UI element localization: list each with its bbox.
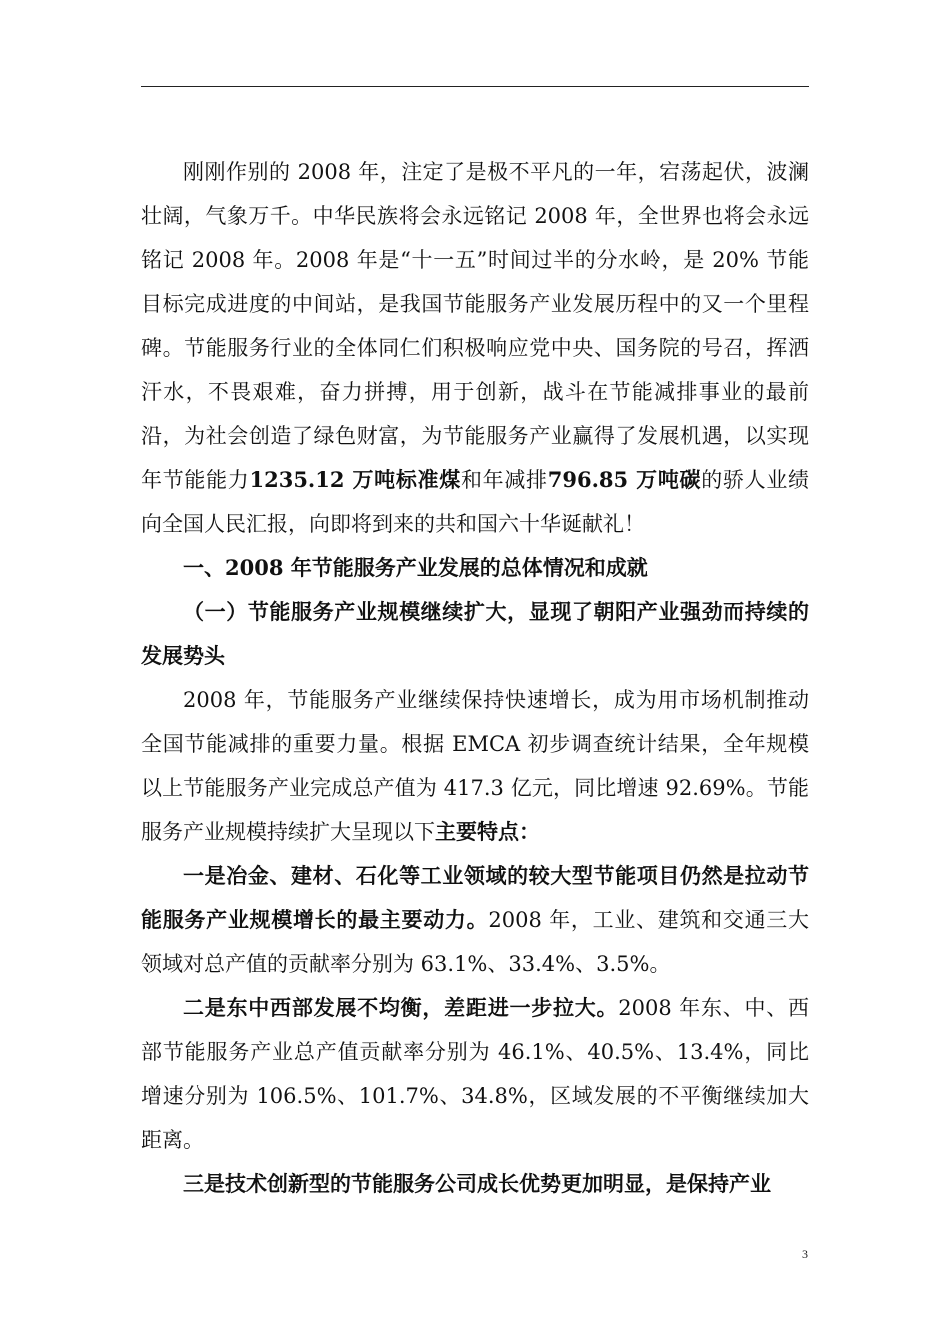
intro-bold-energy-capacity: 1235.12 万吨标准煤 (249, 467, 461, 492)
intro-paragraph (141, 150, 809, 546)
point-two-paragraph (141, 986, 809, 1162)
section-heading: 一、2008 年节能服务产业发展的总体情况和成就 (183, 555, 648, 580)
point-two-text: 2008 年东、中、西部节能服务产业总产值贡献率分别为 46.1%、40.5%、13.4%，同比增速分别为 106.5%、101.7%、34.8%，区域发展的不平衡继续加大距离。 (141, 996, 810, 1152)
point-two-lead: 二是东中西部发展不均衡，差距进一步拉大。 (183, 995, 619, 1020)
point-three-paragraph (141, 1162, 809, 1206)
point-one-lead: 一是冶金、建材、石化等工业领域的较大型节能项目仍然是拉动节能服务产业规模增长的最主要动力。 (141, 863, 809, 932)
main-features-label: 主要特点： (435, 819, 540, 844)
point-one-paragraph (141, 854, 809, 986)
scale-text: 2008 年，节能服务产业继续保持快速增长，成为用市场机制推动全国节能减排的重要力量。根据 EMCA 初步调查统计结果，全年规模以上节能服务产业完成总产值为 417.3 亿元，同比增速 92.69%。节能服务产业规模持续扩大呈现以下 (141, 688, 809, 844)
point-one-text: 2008 年，工业、建筑和交通三大领域对总产值的贡献率分别为 63.1%、33.4%、3.5%。 (141, 908, 809, 976)
intro-text-2: 和年减排 (460, 468, 548, 492)
intro-text-1: 刚刚作别的 2008 年，注定了是极不平凡的一年，宕荡起伏，波澜壮阔，气象万千。中华民族将会永远铭记 2008 年，全世界也将会永远铭记 2008 年。2008 年是“十一五”时间过半的分水岭，是 20% 节能目标完成进度的中间站，是我国节能服务产业发展历程中的又一个里程碑。节能服务行业的全体同仁们积极响应党中央、国务院的号召，挥洒汗水，不畏艰难，奋力拼搏，用于创新，战斗在节能减排事业的最前沿，为社会创造了绿色财富，为节能服务产业赢得了发展机遇，以实现年节能能力 (141, 160, 809, 492)
page-number: 3 (802, 1247, 808, 1261)
header-rule (141, 86, 809, 87)
intro-bold-emission-reduction: 796.85 万吨碳 (547, 467, 702, 492)
subsection-heading: （一）节能服务产业规模继续扩大，显现了朝阳产业强劲而持续的发展势头 (141, 599, 809, 668)
document-body (141, 150, 809, 1206)
intro-text-3: 的骄人业绩向全国人民汇报，向即将到来的共和国六十华诞献礼！ (141, 468, 810, 536)
scale-paragraph (141, 678, 809, 854)
point-three-lead: 三是技术创新型的节能服务公司成长优势更加明显，是保持产业 (183, 1171, 771, 1196)
